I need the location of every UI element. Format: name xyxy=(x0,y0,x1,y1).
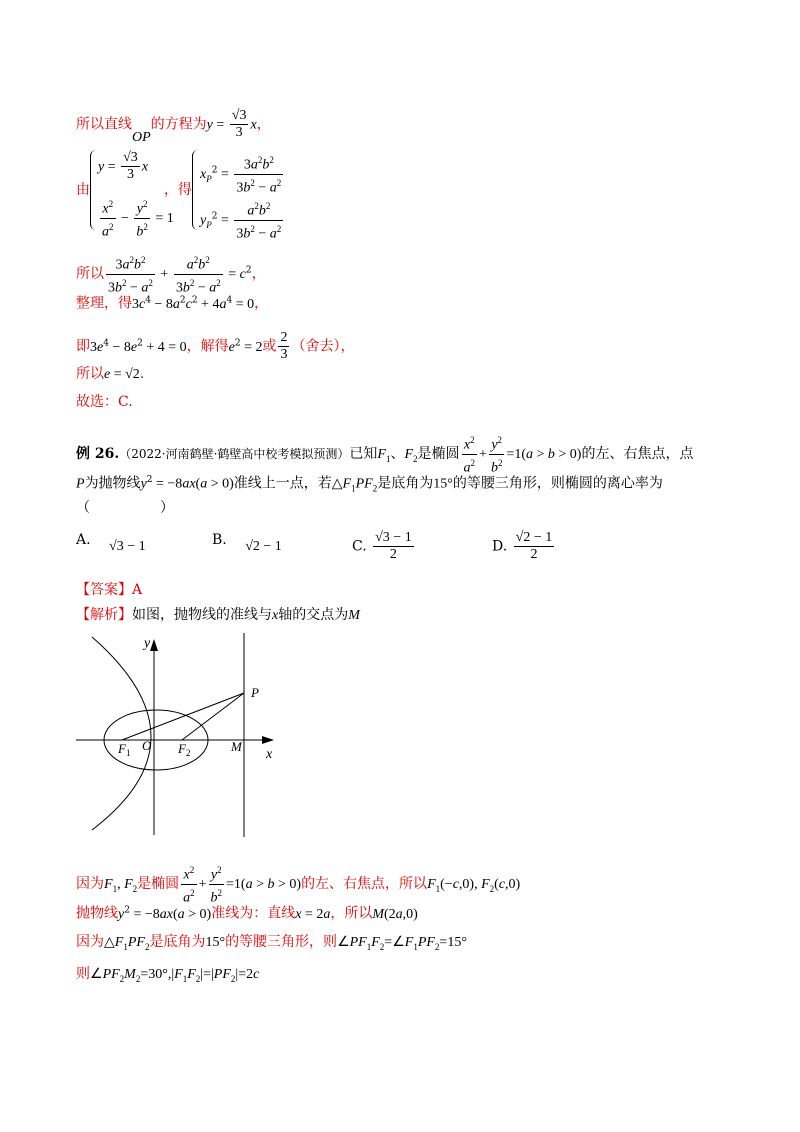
line-op-equation: 所以直线OP的方程为y = $\frac{√3}{3}$ x， xyxy=(76,108,271,145)
line-f2-p xyxy=(182,693,244,740)
line-f1-p xyxy=(122,693,244,740)
line-reduce: 整理，得$3c^4 - 8a^2c^2 + 4a^4 = 0$， xyxy=(76,295,269,312)
label-p: P xyxy=(251,685,259,700)
y-axis-arrow xyxy=(150,639,158,651)
option-a: A. √3 − 1 xyxy=(76,532,146,554)
solution-line-2: 抛物线$y^2 = -8ax(a > 0)$准线为：直线x = 2a，所以M(2a,0) xyxy=(76,905,418,922)
problem-source: （2022·河南鹤壁·鹤壁高中校考模拟预测） xyxy=(119,447,350,462)
de-label: ，得 xyxy=(164,182,192,198)
label-f2: $F_2$ xyxy=(178,741,191,758)
solution-line-4: 则$\angle PF_2M_2=30^\circ,|F_1F_2|=|PF_2|=2c$ xyxy=(76,966,260,984)
xp-solution: $x_P^2$ = $\frac{3a^2b^2}{3b^2 - a^2}$ xyxy=(200,152,285,196)
line-sum: 所以 $\frac{3a^2b^2}{3b^2 - a^2}$ + $\frac{a^2b^2}{3b^2 - a^2}$ = $c^2$， xyxy=(76,252,266,296)
problem-label: 例 26. xyxy=(76,446,120,463)
analysis-line: 【解析】如图，抛物线的准线与x轴的交点为M xyxy=(76,607,360,623)
problem-line-2: P为抛物线$y^2 = -8ax(a > 0)$准线上一点，若$\triangle F_1PF_2$是底角为15°的等腰三角形，则椭圆的离心率为 xyxy=(76,475,663,494)
line-choice: 故选：C. xyxy=(76,394,133,410)
you-label: 由 xyxy=(76,182,90,198)
x-axis-arrow xyxy=(262,736,274,744)
option-d: D. $\frac{√2 - 1}{2}$ xyxy=(492,530,553,562)
op-label: OP xyxy=(132,129,151,145)
answer-line: 【答案】A xyxy=(76,582,143,598)
label-o: O xyxy=(142,738,152,753)
eq-line: y = $\frac{√3}{3}$ x xyxy=(98,150,149,182)
solution-line-1: 因为$F_1$, $F_2$是椭圆 $\frac{x^2}{a^2}$ + $\frac{y^2}{b^2}$ =1(a > b > 0)的左、右焦点，所以$F_1(-c,0)$, $F_2(c,0)$ xyxy=(76,862,520,906)
option-b: B. √2 − 1 xyxy=(212,532,282,554)
label-y: y xyxy=(144,636,151,651)
right-brace xyxy=(192,150,199,230)
parabola-curve xyxy=(92,637,151,830)
line-solve: 即$3e^4 - 8e^2 + 4 = 0$，解得$e^2 = 2$或 $\frac{2}{3}$ （舍去）， xyxy=(76,330,355,362)
problem-blank: （ ） xyxy=(76,500,174,516)
problem-line-1: 例 26.（2022·河南鹤壁·鹤壁高中校考模拟预测）已知$F_1$、$F_2$是椭圆 $\frac{x^2}{a^2}$ + $\frac{y^2}{b^2}$ =1(a > b > 0)的左、右焦点，点 xyxy=(76,432,693,476)
left-brace xyxy=(90,150,97,230)
label-f1: $F_1$ xyxy=(118,741,131,758)
option-c: C. $\frac{√3 - 1}{2}$ xyxy=(352,530,412,562)
eq-ellipse: $\frac{x^2}{a^2}$ − $\frac{y^2}{b^2}$ = 1 xyxy=(98,196,174,240)
label-x: x xyxy=(266,747,273,762)
label-m: M xyxy=(231,739,242,754)
yp-solution: $y_P^2$ = $\frac{a^2b^2}{3b^2 - a^2}$ xyxy=(200,198,285,242)
solution-line-3: 因为$\triangle F_1PF_2$是底角为15°的等腰三角形，则$\angle PF_1F_2=\angle F_1PF_2=15^\circ$ xyxy=(76,934,467,952)
line-e-value: 所以e = √2. xyxy=(76,366,145,382)
geometry-figure xyxy=(70,625,290,840)
